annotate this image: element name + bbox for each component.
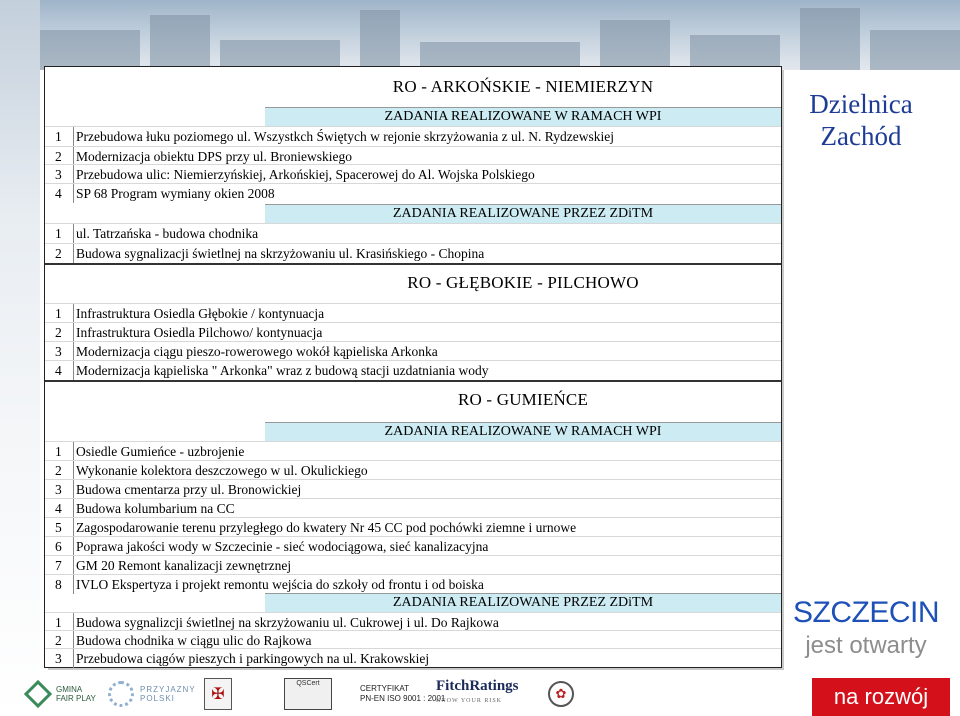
district-label-line1: Dzielnica [809, 89, 913, 119]
row-number: 3 [55, 651, 62, 666]
row-text: Modernizacja kąpieliska " Arkonka" wraz z budową stacji uzdatniania wody [73, 361, 489, 380]
przyjazny-line1: PRZYJAZNY [140, 685, 196, 694]
qscert-badge: QSCert [284, 678, 332, 710]
fair-play-line2: FAIR PLAY [56, 694, 96, 703]
fitch-name: FitchRatings [436, 678, 519, 694]
row-text: SP 68 Program wymiany okien 2008 [73, 184, 275, 203]
certificate-logo [360, 672, 445, 716]
row-text: Budowa sygnalizacji świetlnej na skrzyżowaniu ul. Krasińskiego - Chopina [73, 244, 484, 263]
table-row [45, 223, 781, 243]
subheading-wpi: ZADANIA REALIZOWANE W RAMACH WPI [265, 107, 781, 126]
table-row [45, 574, 781, 594]
table-row [45, 630, 781, 650]
row-text: Poprawa jakości wody w Szczecinie - sieć wodociągowa, sieć kanalizacyjna [73, 537, 488, 556]
table-row [45, 648, 781, 668]
fair-play-logo [28, 672, 96, 716]
row-text: Przebudowa ciągów pieszych i parkingowych na ul. Krakowskiej [73, 649, 429, 668]
row-text: Modernizacja ciągu pieszo-rowerowego wokół kąpieliska Arkonka [73, 342, 438, 361]
brand-title: SZCZECIN [793, 596, 939, 629]
row-number: 2 [55, 325, 62, 340]
table-row [45, 164, 781, 184]
row-text: Modernizacja obiektu DPS przy ul. Broniewskiego [73, 147, 352, 166]
row-number: 1 [55, 444, 62, 459]
round-emblem-icon: ✿ [548, 681, 574, 707]
certificate-text: PN-EN ISO 9001 : 2001 [360, 694, 446, 703]
table-row [45, 146, 781, 166]
row-number: 6 [55, 539, 62, 554]
table-row [45, 441, 781, 461]
table-row [45, 517, 781, 537]
table-row [45, 243, 781, 265]
row-number: 2 [55, 246, 62, 261]
row-number: 2 [55, 633, 62, 648]
table-row [45, 126, 781, 146]
partner-logos [20, 672, 800, 716]
table-row [45, 322, 781, 342]
row-number: 2 [55, 463, 62, 478]
row-number: 1 [55, 129, 62, 144]
row-text: ul. Tatrzańska - budowa chodnika [73, 224, 258, 243]
row-text: Wykonanie kolektora deszczowego w ul. Okulickiego [73, 461, 368, 480]
row-number: 3 [55, 482, 62, 497]
table-row [45, 183, 781, 203]
row-number: 4 [55, 186, 62, 201]
table-row [45, 360, 781, 382]
row-number: 3 [55, 167, 62, 182]
fitch-tagline: KNOW YOUR RISK [436, 698, 503, 704]
section-title-arkonskie: RO - ARKOŃSKIE - NIEMIERZYN [392, 77, 654, 96]
table-row [45, 341, 781, 361]
row-text: Przebudowa ulic: Niemierzyńskiej, Arkońskiej, Spacerowej do Al. Wojska Polskiego [73, 165, 535, 184]
table-row [45, 612, 781, 632]
city-seal-logo [204, 672, 232, 716]
district-label [796, 88, 926, 152]
row-text: Przebudowa łuku poziomego ul. Wszystkch Świętych w rejonie skrzyżowania z ul. N. Rydzewskiej [73, 127, 614, 146]
city-seal-icon: ✠ [204, 678, 232, 710]
przyjazny-line2: POLSKI [140, 694, 175, 703]
brand-badge: na rozwój [812, 678, 950, 716]
table-row [45, 303, 781, 323]
table-row [45, 460, 781, 480]
row-number: 4 [55, 501, 62, 516]
row-text: Zagospodarowanie terenu przyległego do kwatery Nr 45 CC pod pochówki ziemne i urnowe [73, 518, 576, 537]
row-number: 2 [55, 149, 62, 164]
row-number: 1 [55, 226, 62, 241]
row-number: 1 [55, 306, 62, 321]
section-title-glebokie: RO - GŁĘBOKIE - PILCHOWO [407, 273, 639, 292]
left-fade-decoration [0, 0, 40, 716]
row-text: Osiedle Gumieńce - uzbrojenie [73, 442, 244, 461]
qscert-logo [284, 672, 332, 716]
section-title-gumience: RO - GUMIEŃCE [457, 390, 589, 409]
table-row [45, 498, 781, 518]
header-photo-banner [0, 0, 960, 70]
row-number: 3 [55, 344, 62, 359]
row-number: 8 [55, 577, 62, 592]
row-text: Budowa cmentarza przy ul. Bronowickiej [73, 480, 301, 499]
brand-tagline: jest otwarty [805, 632, 927, 659]
subheading-zditm: ZADANIA REALIZOWANE PRZEZ ZDiTM [265, 204, 781, 223]
przyjazny-icon [108, 681, 134, 707]
fitch-logo [436, 672, 519, 716]
table-row [45, 555, 781, 575]
row-text: GM 20 Remont kanalizacji zewnętrznej [73, 556, 291, 575]
row-text: Budowa sygnalizcji świetlnej na skrzyżowaniu ul. Cukrowej i ul. Do Rajkowa [73, 613, 499, 632]
table-row [45, 536, 781, 556]
row-text: IVLO Ekspertyza i projekt remontu wejścia do szkoły od frontu i od boiska [73, 575, 484, 594]
district-label-line2: Zachód [820, 121, 902, 151]
subheading-zditm: ZADANIA REALIZOWANE PRZEZ ZDiTM [265, 593, 781, 612]
certificate-title: CERTYFIKAT [360, 684, 410, 693]
row-text: Budowa chodnika w ciągu ulic do Rajkowa [73, 631, 311, 650]
row-number: 7 [55, 558, 62, 573]
subheading-wpi: ZADANIA REALIZOWANE W RAMACH WPI [265, 422, 781, 441]
row-number: 1 [55, 615, 62, 630]
fair-play-line1: GMINA [56, 685, 83, 694]
row-number: 5 [55, 520, 62, 535]
round-emblem-logo [548, 672, 574, 716]
row-text: Infrastruktura Osiedla Pilchowo/ kontynuacja [73, 323, 322, 342]
row-number: 4 [55, 363, 62, 378]
row-text: Budowa kolumbarium na CC [73, 499, 235, 518]
row-text: Infrastruktura Osiedla Głębokie / kontynuacja [73, 304, 324, 323]
przyjazny-logo [108, 672, 196, 716]
fair-play-icon [24, 680, 52, 708]
tasks-table [44, 66, 782, 668]
table-row [45, 479, 781, 499]
